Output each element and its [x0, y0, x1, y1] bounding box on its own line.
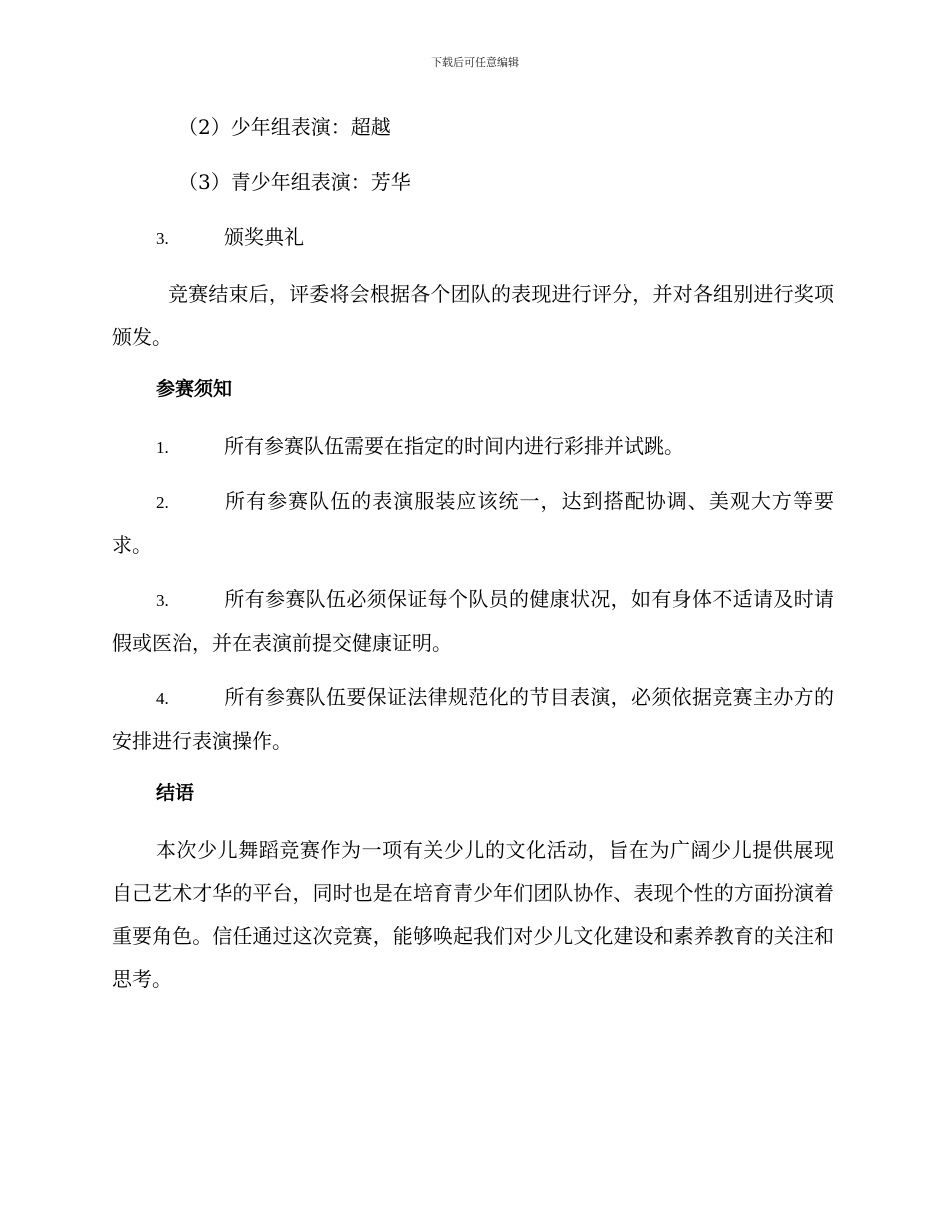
header-note: 下载后可任意编辑 — [431, 56, 519, 69]
rules-heading: 参赛须知 — [156, 378, 233, 400]
rule-item-1 — [112, 425, 834, 469]
conclusion-heading: 结语 — [156, 782, 195, 804]
rule-item-3 — [112, 578, 834, 665]
performance-item-2: （2）少年组表演：超越 — [178, 115, 391, 139]
rule-1-text: 所有参赛队伍需要在指定的时间内进行彩排并试跳。 — [224, 434, 684, 458]
rule-4-text: 所有参赛队伍要保证法律规范化的节目表演，必须依据竞赛主办方的安排进行表演操作。 — [112, 685, 834, 753]
rule-2-number: 2. — [156, 493, 169, 512]
awards-paragraph: 竞赛结束后，评委将会根据各个团队的表现进行评分，并对各组别进行奖项颁发。 — [112, 282, 834, 349]
rule-3-number: 3. — [156, 591, 169, 610]
performance-item-3: （3）青少年组表演：芳华 — [178, 170, 411, 194]
document-body — [112, 108, 834, 1001]
rule-2-text: 所有参赛队伍的表演服装应该统一，达到搭配协调、美观大方等要求。 — [112, 489, 834, 557]
awards-section-title — [112, 218, 834, 273]
rule-3-text: 所有参赛队伍必须保证每个队员的健康状况，如有身体不适请及时请假或医治，并在表演前提交健康证明。 — [112, 587, 834, 655]
awards-title: 颁奖典礼 — [224, 225, 304, 249]
rule-1-number: 1. — [156, 438, 169, 457]
rule-item-2 — [112, 480, 834, 567]
conclusion-paragraph: 本次少儿舞蹈竞赛作为一项有关少儿的文化活动，旨在为广阔少儿提供展现自己艺术才华的平台，同时也是在培育青少年们团队协作、表现个性的方面扮演着重要角色。信任通过这次竞赛，能够唤起我们对少儿文化建设和素养教育的关注和思考。 — [112, 838, 834, 991]
awards-number: 3. — [156, 229, 169, 248]
rule-item-4 — [112, 676, 834, 763]
rule-4-number: 4. — [156, 689, 169, 708]
